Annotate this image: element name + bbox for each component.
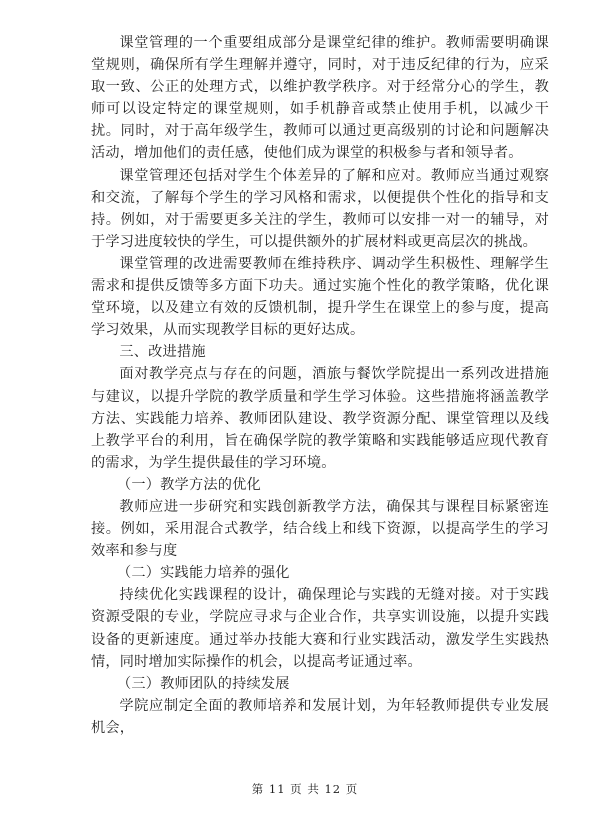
paragraph-management-improvement: 课堂管理的改进需要教师在维持秩序、调动学生积极性、理解学生需求和提供反馈等多方面下功夫。通过实施个性化的教学策略，优化课堂环境，以及建立有效的反馈机制，提升学生在课堂上的参与度，提高学习效果，从而实现教学目标的更好达成。 <box>91 255 549 339</box>
section-heading-improvements: 三、改进措施 <box>119 344 206 361</box>
paragraph-teacher-team: 学院应制定全面的教师培养和发展计划，为年轻教师提供专业发展机会， <box>91 697 549 736</box>
document-body <box>91 32 549 739</box>
subheading-teaching-methods: （一）教学方法的优化 <box>117 476 261 493</box>
paragraph-improvement-overview: 面对教学亮点与存在的问题，酒旅与餐饮学院提出一系列改进措施与建议，以提升学院的教学质量和学生学习体验。这些措施将涵盖教学方法、实践能力培养、教师团队建设、教学资源分配、课堂管理以及线上教学平台的利用，旨在确保学院的教学策略和实践能够适应现代教育的需求，为学生提供最佳的学习环境。 <box>91 366 549 471</box>
subheading-teacher-team: （三）教师团队的持续发展 <box>117 675 290 692</box>
subheading-practical-ability: （二）实践能力培养的强化 <box>117 565 290 582</box>
paragraph-classroom-discipline: 课堂管理的一个重要组成部分是课堂纪律的维护。教师需要明确课堂规则，确保所有学生理解并遵守，同时，对于违反纪律的行为，应采取一致、公正的处理方式，以维护教学秩序。对于经常分心的学生，教师可以设定特定的课堂规则，如手机静音或禁止使用手机，以减少干扰。同时，对于高年级学生，教师可以通过更高级别的讨论和问题解决活动，增加他们的责任感，使他们成为课堂的积极参与者和领导者。 <box>91 35 549 162</box>
paragraph-practical-ability: 持续优化实践课程的设计，确保理论与实践的无缝对接。对于实践资源受限的专业，学院应寻求与企业合作，共享实训设施，以提升实践设备的更新速度。通过举办技能大赛和行业实践活动，激发学生实践热情，同时增加实际操作的机会，以提高考证通过率。 <box>91 587 549 670</box>
page-footer: 第 11 页 共 12 页 <box>251 782 359 796</box>
paragraph-teaching-methods: 教师应进一步研究和实践创新教学方法，确保其与课程目标紧密连接。例如，采用混合式教学，结合线上和线下资源，以提高学生的学习效率和参与度 <box>91 498 549 560</box>
paragraph-individual-differences: 课堂管理还包括对学生个体差异的了解和应对。教师应当通过观察和交流，了解每个学生的学习风格和需求，以便提供个性化的指导和支持。例如，对于需要更多关注的学生，教师可以安排一对一的辅导，对于学习进度较快的学生，可以提供额外的扩展材料或更高层次的挑战。 <box>91 167 549 250</box>
